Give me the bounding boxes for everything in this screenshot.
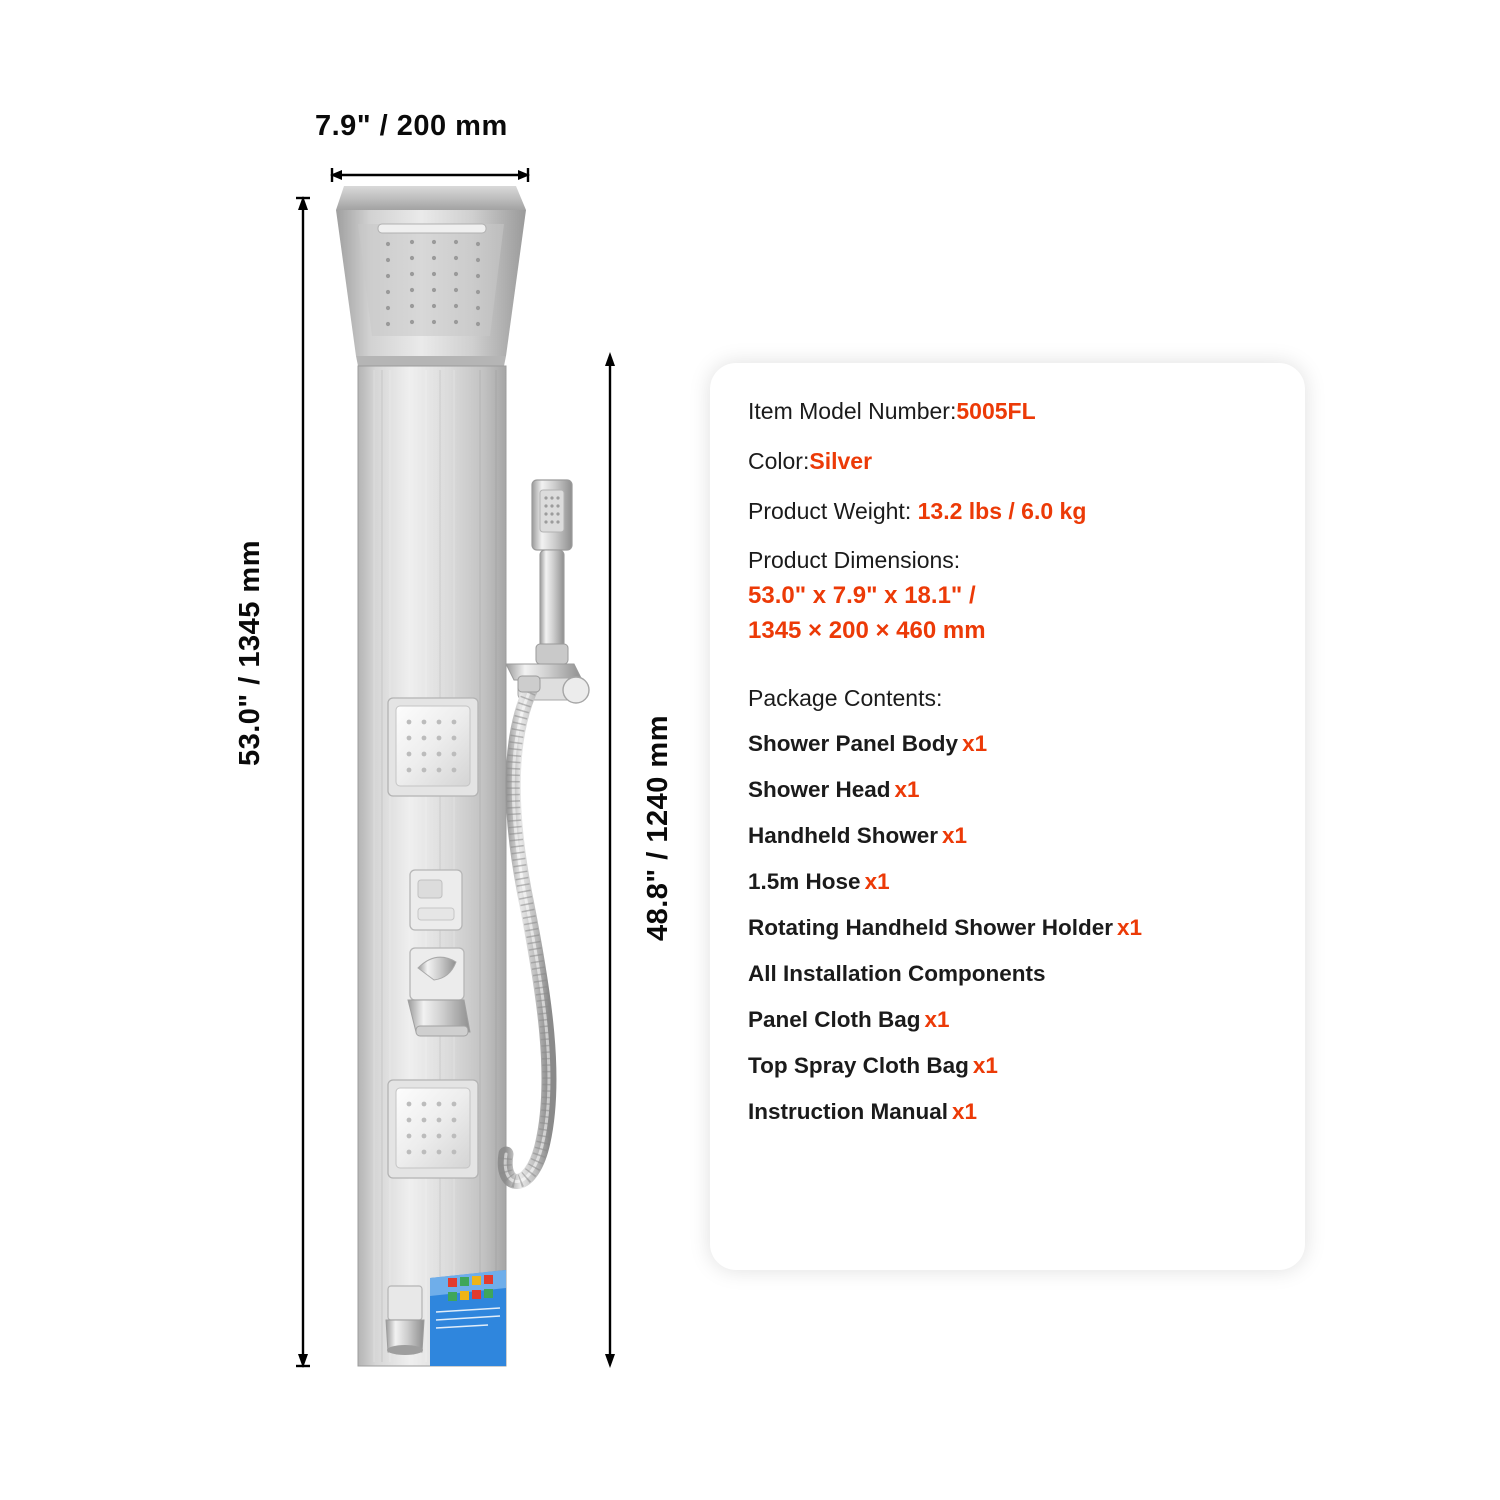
list-item-label: Shower Head	[748, 776, 891, 802]
dimensions-value	[748, 579, 1267, 649]
total-height-dimension-arrow	[296, 196, 310, 1368]
handheld-shower-wand	[532, 480, 572, 664]
model-number-label: Item Model Number:	[748, 398, 957, 424]
list-item-qty: x1	[942, 822, 968, 848]
list-item	[748, 1052, 1267, 1079]
list-item-label: Instruction Manual	[748, 1098, 949, 1124]
list-item-label: 1.5m Hose	[748, 868, 861, 894]
weight-label: Product Weight:	[748, 497, 918, 524]
package-contents-list	[748, 730, 1267, 1125]
diverter-button	[410, 870, 462, 930]
list-item	[748, 1098, 1267, 1125]
model-number-line	[748, 397, 1267, 426]
upper-body-jet	[388, 698, 478, 796]
color-value: Silver	[809, 447, 873, 474]
bottom-label-sticker	[430, 1270, 506, 1366]
product-diagram	[0, 0, 700, 1500]
list-item	[748, 776, 1267, 803]
list-item-qty: x1	[1117, 914, 1143, 940]
width-dimension-label: 7.9" / 200 mm	[315, 110, 508, 142]
body-height-dimension-label: 48.8" / 1240 mm	[642, 715, 674, 942]
list-item-label: Shower Panel Body	[748, 730, 959, 756]
list-item-qty: x1	[864, 868, 890, 894]
list-item-qty: x1	[924, 1006, 950, 1032]
list-item	[748, 822, 1267, 849]
color-line	[748, 447, 1267, 476]
product-info-card	[710, 363, 1305, 1270]
list-item	[748, 914, 1267, 941]
list-item-qty: x1	[962, 730, 988, 756]
list-item	[748, 1006, 1267, 1033]
total-height-dimension-label: 53.0" / 1345 mm	[234, 540, 266, 767]
model-number-value: 5005FL	[956, 398, 1036, 424]
package-contents-title: Package Contents:	[748, 684, 943, 711]
tub-spout	[386, 1286, 424, 1355]
shower-panel-body	[358, 366, 506, 1366]
list-item-label: All Installation Components	[748, 960, 1046, 986]
mixer-valve-handle	[408, 948, 470, 1036]
weight-line	[748, 497, 1267, 526]
shower-panel-illustration	[330, 180, 630, 1370]
list-item-label: Rotating Handheld Shower Holder	[748, 914, 1114, 940]
list-item	[748, 960, 1267, 987]
dimensions-value-metric: 1345 × 200 × 460 mm	[748, 616, 986, 644]
list-item-label: Panel Cloth Bag	[748, 1006, 921, 1032]
list-item	[748, 730, 1267, 757]
list-item-qty: x1	[894, 776, 920, 802]
list-item	[748, 868, 1267, 895]
weight-value: 13.2 lbs / 6.0 kg	[917, 497, 1087, 524]
list-item-label: Handheld Shower	[748, 822, 939, 848]
dimensions-value-imperial: 53.0" x 7.9" x 18.1" /	[748, 582, 976, 609]
list-item-qty: x1	[972, 1052, 998, 1078]
list-item-qty: x1	[952, 1098, 978, 1124]
overhead-shower-head	[336, 186, 526, 366]
color-label: Color:	[748, 447, 810, 474]
lower-body-jet	[388, 1080, 478, 1178]
shower-hose	[505, 676, 549, 1182]
list-item-label: Top Spray Cloth Bag	[748, 1052, 969, 1078]
dimensions-label: Product Dimensions:	[748, 547, 961, 574]
